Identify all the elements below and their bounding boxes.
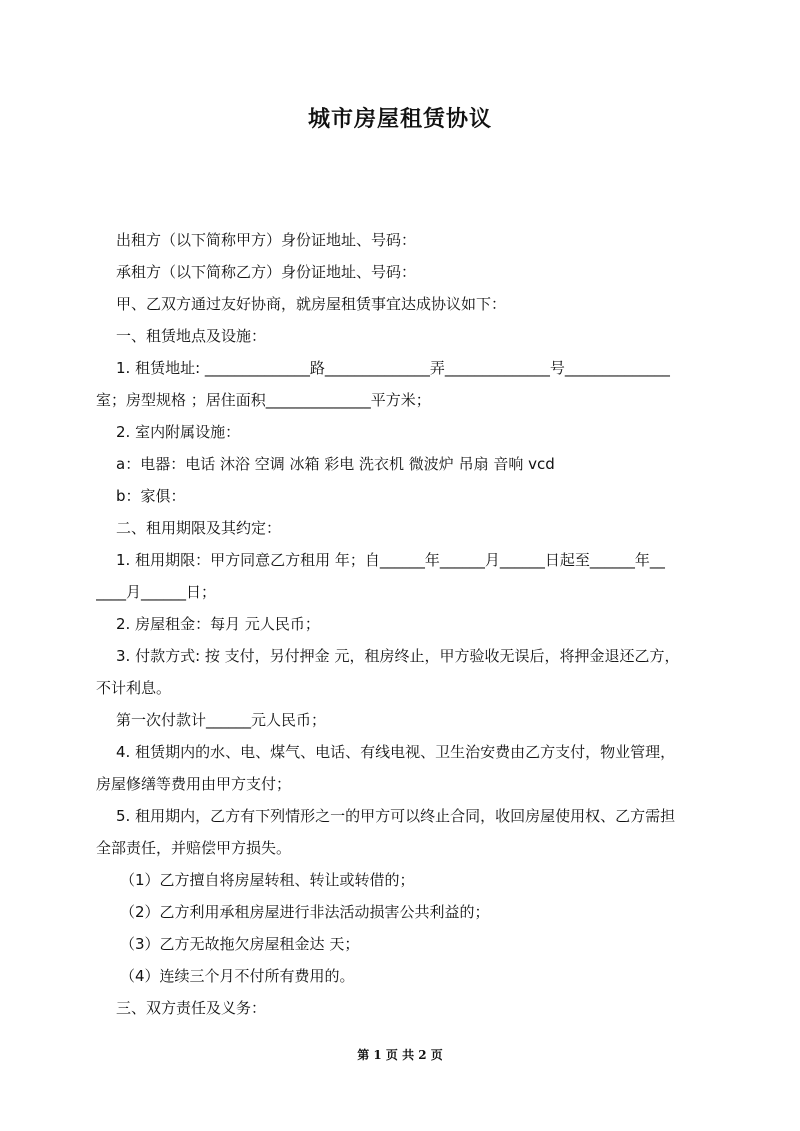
clause-facilities: 2. 室内附属设施： — [116, 423, 241, 441]
clause-rent: 2. 房屋租金：每月 元人民币； — [116, 615, 320, 633]
clause-term: 1. 租用期限：甲方同意乙方租用 年；自______年______月______日起至______年__ — [116, 551, 665, 569]
clause-termination: 5. 租用期内，乙方有下列情形之一的甲方可以终止合同，收回房屋使用权、乙方需担 — [116, 807, 676, 825]
termination-item-1: （1）乙方擅自将房屋转租、转让或转借的； — [120, 871, 415, 889]
paragraph-agreement-intro: 甲、乙双方通过友好协商，就房屋租赁事宜达成协议如下： — [116, 295, 507, 313]
clause-address: 1. 租赁地址: ______________路______________弄______________号______________ — [116, 359, 670, 377]
document-body — [96, 228, 708, 1028]
page-footer: 第 1 页 共 2 页 — [357, 1048, 443, 1062]
section-heading-3: 三、双方责任及义务： — [116, 999, 267, 1017]
paragraph-lessor: 出租方（以下简称甲方）身份证地址、号码： — [116, 231, 417, 249]
clause-first-payment: 第一次付款计______元人民币； — [116, 711, 327, 729]
termination-item-4: （4）连续三个月不付所有费用的。 — [120, 967, 355, 985]
clause-furniture: b：家俱： — [116, 487, 186, 505]
termination-item-3: （3）乙方无故拖欠房屋租金达 天； — [120, 935, 360, 953]
paragraph-lessee: 承租方（以下简称乙方）身份证地址、号码： — [116, 263, 417, 281]
termination-item-2: （2）乙方利用承租房屋进行非法活动损害公共利益的； — [120, 903, 490, 921]
document-title: 城市房屋租赁协议 — [307, 107, 492, 132]
clause-termination-continued: 全部责任，并赔偿甲方损失。 — [96, 839, 292, 857]
clause-term-continued: ____月______日； — [96, 583, 217, 601]
clause-payment: 3. 付款方式: 按 支付，另付押金 元，租房终止，甲方验收无误后，将押金退还乙方， — [116, 647, 680, 665]
section-heading-2: 二、租用期限及其约定： — [116, 519, 282, 537]
clause-utilities-continued: 房屋修缮等费用由甲方支付； — [96, 775, 292, 793]
clause-utilities: 4. 租赁期内的水、电、煤气、电话、有线电视、卫生治安费由乙方支付，物业管理， — [116, 743, 676, 761]
clause-payment-continued: 不计利息。 — [96, 679, 172, 697]
clause-appliances: a：电器：电话 沐浴 空调 冰箱 彩电 洗衣机 微波炉 吊扇 音响 vcd — [116, 455, 555, 473]
section-heading-1: 一、租赁地点及设施： — [116, 327, 267, 345]
clause-address-continued: 室；房型规格 ；居住面积______________平方米； — [96, 391, 431, 409]
